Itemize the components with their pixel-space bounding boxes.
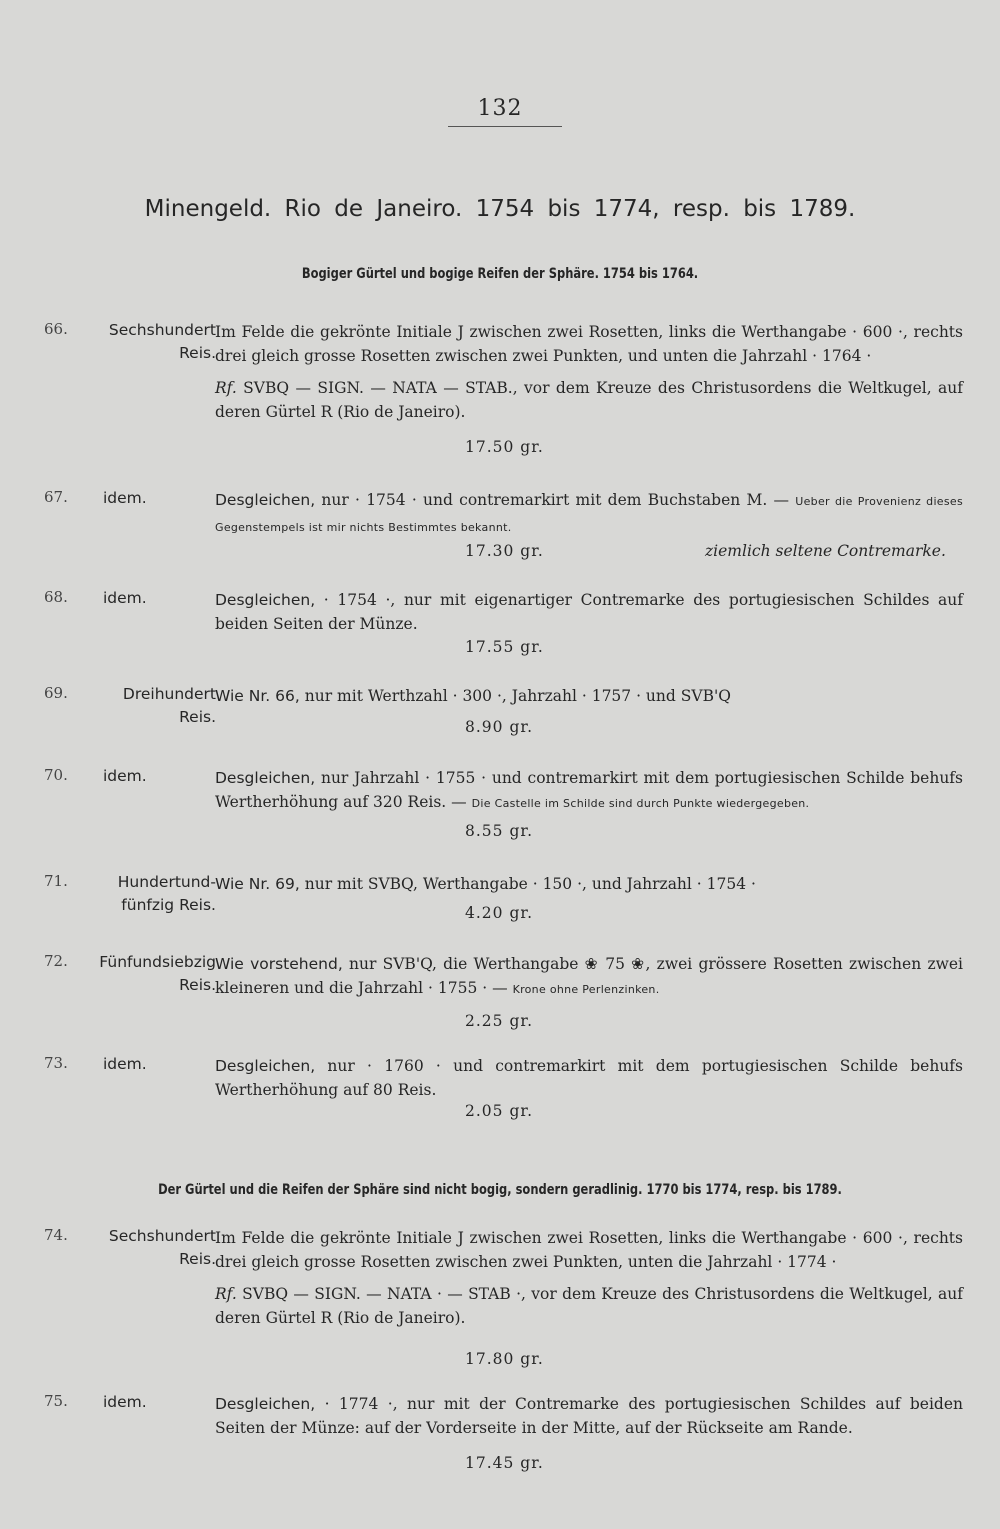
entry-note: Krone ohne Perlenzinken. <box>512 983 660 996</box>
entry-weight: 17.50 gr. <box>465 438 544 456</box>
entry-text: · 1774 ·, nur mit der Contremarke des portugiesischen Schildes auf beiden Seiten der Münze: auf der Vorderseite in der Mitte, auf der Rückseite am Rande. <box>215 1395 963 1437</box>
entry-denomination: Dreihundert Reis. <box>122 685 216 726</box>
entry-text: · 1754 ·, nur mit eigenartiger Contremarke des portugiesischen Schildes auf beiden Seiten der Münze. <box>215 591 963 633</box>
page-title: Minengeld. Rio de Janeiro. 1754 bis 1774, resp. bis 1789. <box>144 196 856 222</box>
entry-text: nur · 1760 · und contremarkirt mit dem portugiesischen Schilde behufs Wertherhöhung auf 80 Reis. <box>215 1057 963 1099</box>
entry-denomination: idem. <box>103 489 147 507</box>
entry-denomination: Sechshundert Reis. <box>108 1227 216 1268</box>
entry-description <box>215 488 963 540</box>
entry-lead: Desgleichen, <box>215 1395 316 1413</box>
entry-rarity: ziemlich seltene Contremarke. <box>705 542 946 560</box>
entry-denomination: idem. <box>103 1393 147 1411</box>
reverse-description: SVBQ — SIGN. — NATA — STAB., vor dem Kreuze des Christusordens die Weltkugel, auf deren Gürtel R (Rio de Janeiro). <box>215 379 963 421</box>
entry-denomination: Hundertund- fünfzig Reis. <box>117 873 216 914</box>
entry-number: 66. <box>44 320 68 338</box>
entry-lead: Desgleichen, <box>215 769 316 787</box>
entry-weight: 2.05 gr. <box>465 1102 533 1120</box>
entry-lead: Wie Nr. 69, <box>215 875 300 893</box>
entry-note: Ueber die Provenienz dieses Gegenstempels ist mir nichts Bestimmtes bekannt. <box>215 495 963 534</box>
entry-description <box>215 684 963 708</box>
entry-denomination: idem. <box>103 589 147 607</box>
entry-weight: 17.30 gr. <box>465 542 544 560</box>
page-number: 132 <box>477 96 523 121</box>
entry-description <box>215 1392 963 1440</box>
entry-description <box>215 766 963 816</box>
entry-denomination: idem. <box>103 1055 147 1073</box>
entry-denomination: Fünfundsiebzig Reis. <box>99 953 216 994</box>
obverse-text: Im Felde die gekrönte Initiale J zwischen zwei Rosetten, links die Werthangabe · 600 ·, rechts drei gleich grosse Rosetten zwischen zwei Punkten, unten die Jahrzahl · 1774 · <box>215 1229 963 1271</box>
reverse-text <box>215 1282 963 1330</box>
entry-number: 69. <box>44 684 68 702</box>
section-heading-curved: Bogiger Gürtel und bogige Reifen der Sphäre. 1754 bis 1764. <box>301 266 699 282</box>
entry-weight: 2.25 gr. <box>465 1012 533 1030</box>
entry-text: nur mit SVBQ, Werthangabe · 150 ·, und Jahrzahl · 1754 · <box>299 875 756 893</box>
obverse-text: Im Felde die gekrönte Initiale J zwischen zwei Rosetten, links die Werthangabe · 600 ·, rechts drei gleich grosse Rosetten zwischen zwei Punkten, und unten die Jahrzahl · 1764 · <box>215 323 963 365</box>
reverse-prefix: Rf. <box>215 379 237 397</box>
entry-number: 72. <box>44 952 68 970</box>
entry-weight: 17.80 gr. <box>465 1350 544 1368</box>
entry-lead: Desgleichen, <box>215 591 316 609</box>
entry-description <box>215 952 963 1002</box>
entry-number: 71. <box>44 872 68 890</box>
entry-weight: 8.90 gr. <box>465 718 533 736</box>
entry-number: 73. <box>44 1054 68 1072</box>
entry-text: nur · 1754 · und contremarkirt mit dem Buchstaben M. — <box>315 491 796 509</box>
reverse-text <box>215 376 963 424</box>
entry-denomination: Sechshundert Reis. <box>108 321 216 362</box>
page-number-rule <box>448 126 562 127</box>
entry-number: 70. <box>44 766 68 784</box>
entry-lead: Desgleichen, <box>215 1057 316 1075</box>
entry-weight: 17.45 gr. <box>465 1454 544 1472</box>
entry-number: 67. <box>44 488 68 506</box>
entry-note: Die Castelle im Schilde sind durch Punkte wiedergegeben. <box>471 797 810 810</box>
entry-weight: 4.20 gr. <box>465 904 533 922</box>
entry-description <box>215 872 963 896</box>
section-heading-straight: Der Gürtel und die Reifen der Sphäre sind nicht bogig, sondern geradlinig. 1770 bis 1774, resp. bis 1789. <box>158 1182 842 1198</box>
entry-description <box>215 1226 963 1330</box>
entry-number: 75. <box>44 1392 68 1410</box>
reverse-description: SVBQ — SIGN. — NATA · — STAB ·, vor dem Kreuze des Christusordens die Weltkugel, auf deren Gürtel R (Rio de Janeiro). <box>215 1285 963 1327</box>
entry-description <box>215 1054 963 1102</box>
entry-description <box>215 588 963 636</box>
entry-text: nur Jahrzahl · 1755 · und contremarkirt mit dem portugiesischen Schilde behufs Wertherhöhung auf 320 Reis. — <box>215 769 963 811</box>
entry-text: nur SVB'Q, die Werthangabe ❀ 75 ❀, zwei grössere Rosetten zwischen zwei kleineren und die Jahrzahl · 1755 · — <box>215 955 964 997</box>
reverse-prefix: Rf. <box>215 1285 237 1303</box>
entry-denomination: idem. <box>103 767 147 785</box>
entry-number: 68. <box>44 588 68 606</box>
entry-lead: Wie Nr. 66, <box>215 687 300 705</box>
entry-text: nur mit Werthzahl · 300 ·, Jahrzahl · 1757 · und SVB'Q <box>299 687 731 705</box>
entry-lead: Desgleichen, <box>215 491 316 509</box>
entry-description <box>215 320 963 424</box>
entry-lead: Wie vorstehend, <box>215 955 343 973</box>
entry-weight: 17.55 gr. <box>465 638 544 656</box>
entry-number: 74. <box>44 1226 68 1244</box>
entry-weight: 8.55 gr. <box>465 822 533 840</box>
